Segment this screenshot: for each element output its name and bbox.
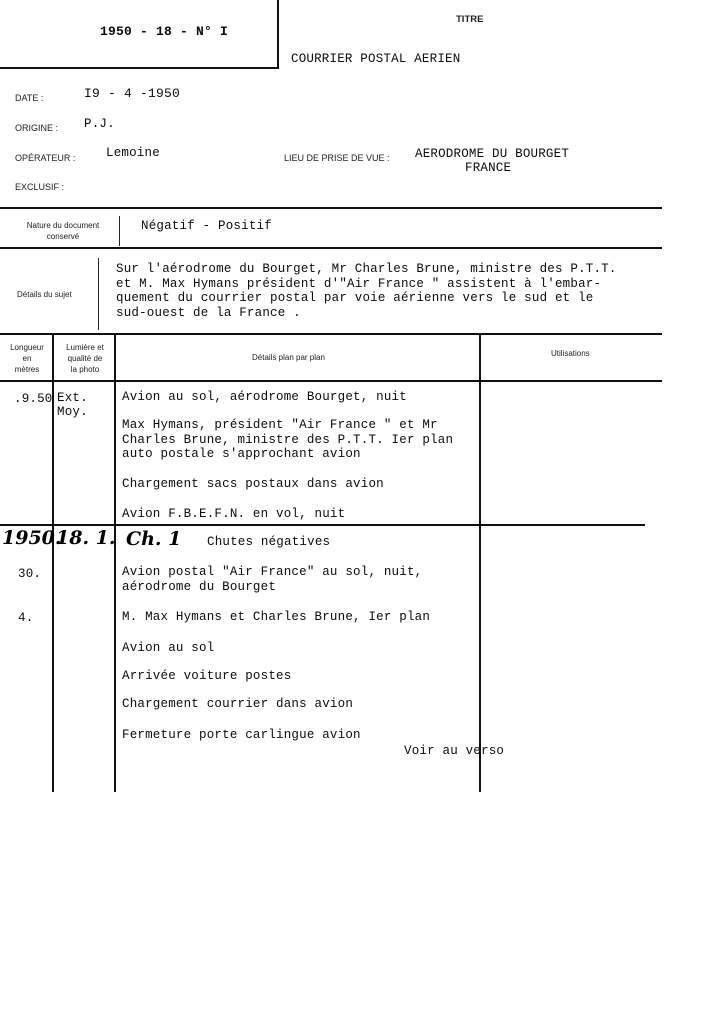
section2-len-b: 4. (18, 611, 34, 625)
sujet-bracket (98, 258, 99, 330)
plan-item: Chargement sacs postaux dans avion (122, 477, 384, 491)
plan-item: Arrivée voiture postes (122, 669, 292, 683)
verso-note: Voir au verso (404, 744, 505, 758)
plan-item: Avion au sol (122, 641, 215, 655)
col-lumiere-line: Lumière et (66, 343, 104, 352)
section1-lumiere-2: Moy. (57, 405, 88, 419)
plan-item: M. Max Hymans et Charles Brune, Ier plan (122, 610, 431, 624)
operateur-value: Lemoine (106, 146, 160, 160)
plan-item: Avion au sol, aérodrome Bourget, nuit (122, 390, 407, 404)
date-value: I9 - 4 -1950 (84, 86, 181, 101)
plan-item-line: Charles Brune, ministre des P.T.T. Ier plan (122, 432, 454, 447)
nature-value: Négatif - Positif (141, 219, 272, 233)
col-longueur-header (3, 342, 51, 375)
col-utilisations-header: Utilisations (551, 349, 590, 358)
table-top-line (0, 333, 662, 335)
nature-label (8, 220, 118, 242)
titre-value: COURRIER POSTAL AERIEN (291, 52, 461, 66)
origine-value: P.J. (84, 117, 115, 131)
section2-len-a: 30. (18, 567, 42, 581)
plan-item-line: Avion postal "Air France" au sol, nuit, (122, 565, 423, 579)
section1-lumiere-1: Ext. (57, 391, 88, 405)
section-divider (0, 524, 645, 526)
lieu-label: LIEU DE PRISE DE VUE : (284, 153, 390, 163)
col-lumiere-line: la photo (70, 365, 100, 374)
plan-item: Fermeture porte carlingue avion (122, 728, 361, 742)
operateur-label: OPÉRATEUR : (15, 153, 76, 163)
nature-label-line1: Nature du document (26, 221, 100, 230)
plan-item (122, 418, 453, 462)
hand-number: 18. 1. (56, 527, 116, 549)
nature-bottom-line (0, 247, 662, 249)
section1-longueur: .9.50 (14, 392, 53, 406)
sujet-line: et M. Max Hymans président d'"Air France " assistent à l'embar- (116, 276, 602, 291)
nature-label-line2: conservé (46, 232, 80, 241)
sujet-line: quement du courrier postal par voie aérienne vers le sud et le (116, 291, 594, 305)
titre-label: TITRE (456, 14, 484, 25)
nature-top-line (0, 207, 662, 209)
sujet-label: Détails du sujet (17, 290, 72, 299)
col-line-2 (114, 334, 116, 792)
col-longueur-line: en (22, 354, 32, 363)
sujet-line: Sur l'aérodrome du Bourget, Mr Charles Brune, ministre des P.T.T. (116, 262, 617, 276)
sujet-line: sud-ouest de la France . (116, 305, 301, 320)
exclusif-label: EXCLUSIF : (15, 182, 65, 192)
hand-chute: Ch. 1 (126, 528, 182, 550)
col-lumiere-line: qualité de (67, 354, 103, 363)
hand-year: 1950. (2, 527, 62, 549)
col-longueur-line: Longueur (10, 343, 44, 352)
document-reference: 1950 - 18 - N° I (100, 24, 229, 39)
section2-title: Chutes négatives (207, 535, 331, 549)
plan-item-line: auto postale s'approchant avion (122, 447, 361, 461)
plan-item (122, 565, 422, 594)
sujet-text (116, 262, 617, 320)
lieu-value-1: AERODROME DU BOURGET (415, 147, 570, 161)
header-box-right (277, 0, 279, 69)
nature-bracket (119, 216, 120, 246)
col-line-3 (479, 334, 481, 792)
origine-label: ORIGINE : (15, 123, 59, 133)
col-longueur-line: mètres (14, 365, 40, 374)
plan-item: Chargement courrier dans avion (122, 697, 354, 711)
plan-item-line: Max Hymans, président "Air France " et Mr (122, 418, 438, 432)
date-label: DATE : (15, 93, 44, 103)
col-lumiere-header (56, 342, 114, 375)
table-header-bottom (0, 380, 662, 382)
col-details-header: Détails plan par plan (252, 353, 325, 362)
lieu-value-2: FRANCE (465, 161, 512, 175)
plan-item: Avion F.B.E.F.N. en vol, nuit (122, 507, 346, 521)
header-box-bottom (0, 67, 278, 69)
plan-item-line: aérodrome du Bourget (122, 579, 277, 594)
